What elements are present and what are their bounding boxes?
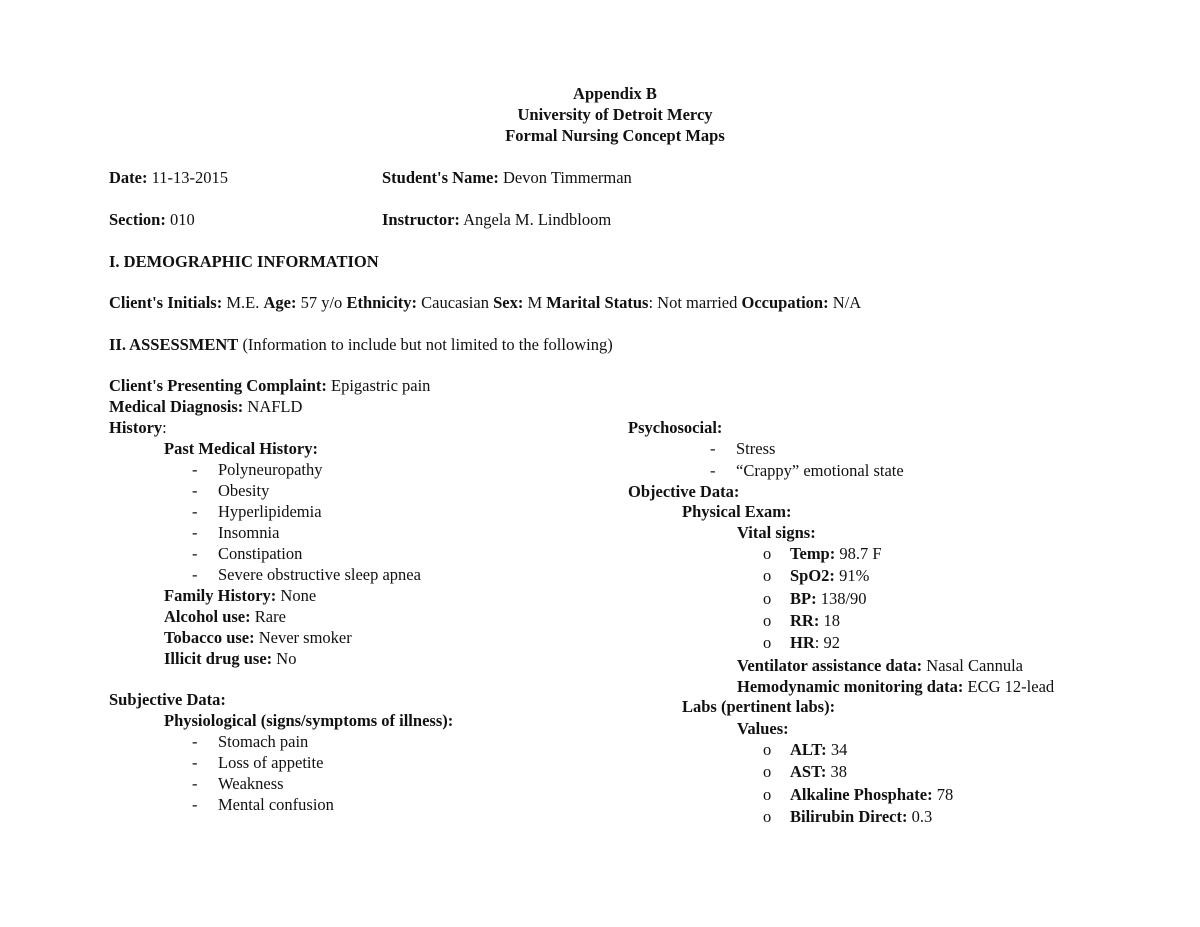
header-university: University of Detroit Mercy [517,105,713,124]
list-dash: - [710,439,716,458]
list-item: “Crappy” emotional state [736,460,904,480]
age-label: Age: [263,293,297,312]
bullet-item-value: 91% [839,566,870,586]
values-label: Values: [737,719,789,738]
ventilator-value: Nasal Cannula [926,656,1023,675]
age-value: 57 y/o [300,293,343,312]
bullet-marker: o [763,784,772,804]
bullet-item [790,785,953,805]
list-dash: - [192,502,198,521]
list-item: Severe obstructive sleep apnea [218,565,421,584]
drug-value: No [276,649,297,668]
hemodynamic-data [737,677,1054,697]
alcohol-label: Alcohol use: [164,607,251,626]
header-doc-title: Formal Nursing Concept Maps [505,126,725,145]
list-dash: - [192,753,198,772]
tobacco-use [164,628,352,648]
sex-value: M [527,293,543,312]
list-dash: - [710,460,716,480]
bullet-item-value: 34 [830,740,848,759]
initials-label: Client's Initials: [109,293,223,312]
bullet-item-value: 78 [936,784,954,804]
student-value: Devon Timmerman [503,168,632,187]
ventilator-label: Ventilator assistance data: [737,656,923,675]
occupation-label: Occupation: [741,293,829,312]
bullet-item [790,566,869,586]
bullet-item-label: BP: [790,588,817,608]
marital-value: : Not married [648,293,738,312]
list-item: Stress [736,439,776,458]
alcohol-use [164,607,286,627]
bullet-marker: o [763,588,772,608]
student-name-field [382,168,632,188]
list-item: Polyneuropathy [218,460,323,479]
bullet-marker: o [763,740,772,759]
medical-diagnosis [109,397,302,417]
family-value: None [280,586,317,605]
bullet-item-value: 138/90 [820,588,867,608]
demographic-heading: I. DEMOGRAPHIC INFORMATION [109,252,379,271]
bullet-marker: o [763,544,772,563]
list-item: Obesity [218,481,270,500]
date-value: 11-13-2015 [151,168,228,187]
list-dash: - [192,523,198,542]
family-label: Family History: [164,586,277,605]
illicit-drug-use [164,649,296,669]
presenting-complaint [109,376,430,396]
bullet-item-label: Temp: [790,544,836,563]
list-item: Hyperlipidemia [218,502,322,521]
section-field [109,210,195,230]
bullet-item-value: 38 [830,762,847,782]
bullet-marker: o [763,633,772,653]
list-item: Constipation [218,544,303,563]
bullet-item-label: Alkaline Phosphate: [790,784,933,804]
labs-label: Labs (pertinent labs): [682,697,836,716]
bullet-item [790,544,882,564]
list-dash: - [192,774,198,793]
bullet-item [790,807,932,827]
psychosocial-label: Psychosocial: [628,418,723,437]
bullet-marker: o [763,566,772,586]
occupation-value: N/A [832,293,862,312]
vital-signs-label: Vital signs: [737,523,816,542]
sex-label: Sex: [493,293,524,312]
assessment-subheading: (Information to include but not limited to the following) [242,335,613,354]
diagnosis-label: Medical Diagnosis: [109,397,244,416]
bullet-item-value: 18 [823,610,840,630]
assessment-heading: II. ASSESSMENT (Information to include but not limited to the following) [109,335,613,354]
list-dash: - [192,795,198,814]
list-item: Stomach pain [218,732,309,751]
list-dash: - [192,732,198,751]
past-medical-history-label: Past Medical History: [164,439,318,458]
bullet-item-value: 98.7 F [839,544,882,563]
complaint-value: Epigastric pain [331,376,431,395]
marital-label: Marital Status [546,293,649,312]
bullet-item-label: AST: [790,762,827,782]
bullet-item-value: 0.3 [911,806,933,826]
bullet-marker: o [763,610,772,630]
student-label: Student's Name: [382,168,499,187]
date-label: Date: [109,168,148,187]
bullet-item-label: HR [790,633,815,653]
history-label: History: [109,418,167,437]
diagnosis-value: NAFLD [247,397,303,416]
instructor-value: Angela M. Lindbloom [463,210,612,229]
tobacco-value: Never smoker [258,628,352,647]
physical-exam-label: Physical Exam: [682,502,792,521]
list-dash: - [192,481,198,500]
instructor-field [382,210,611,230]
date-field [109,168,228,188]
bullet-item-label: Bilirubin Direct: [790,806,908,826]
subjective-data-label: Subjective Data: [109,690,226,709]
list-dash: - [192,565,198,584]
bullet-item [790,740,847,760]
alcohol-value: Rare [254,607,286,626]
bullet-item-label: ALT: [790,740,827,759]
bullet-marker: o [763,806,772,826]
bullet-item [790,589,867,609]
family-history [164,586,316,606]
bullet-item [790,633,840,653]
list-item: Insomnia [218,523,280,542]
list-item: Weakness [218,774,284,793]
bullet-item-value: : 92 [814,633,840,653]
demographic-line [109,293,861,313]
list-dash: - [192,544,198,563]
objective-data-label: Objective Data: [628,482,740,501]
tobacco-label: Tobacco use: [164,628,255,647]
bullet-marker: o [763,762,772,782]
list-item: Loss of appetite [218,753,324,772]
ventilator-data [737,656,1023,676]
ethnicity-label: Ethnicity: [346,293,418,312]
initials-value: M.E. [226,293,260,312]
header-appendix: Appendix B [573,84,657,103]
bullet-item-label: RR: [790,610,820,630]
instructor-label: Instructor: [382,210,460,229]
ethnicity-value: Caucasian [421,293,489,312]
hemo-value: ECG 12-lead [967,677,1055,696]
list-item: Mental confusion [218,795,334,814]
bullet-item [790,611,840,631]
bullet-item [790,762,847,782]
hemo-label: Hemodynamic monitoring data: [737,677,964,696]
complaint-label: Client's Presenting Complaint: [109,376,327,395]
bullet-item-label: SpO2: [790,566,835,586]
section-label: Section: [109,210,166,229]
section-value: 010 [169,210,195,229]
physiological-label: Physiological (signs/symptoms of illness): [164,711,454,730]
list-dash: - [192,460,198,479]
drug-label: Illicit drug use: [164,649,273,668]
